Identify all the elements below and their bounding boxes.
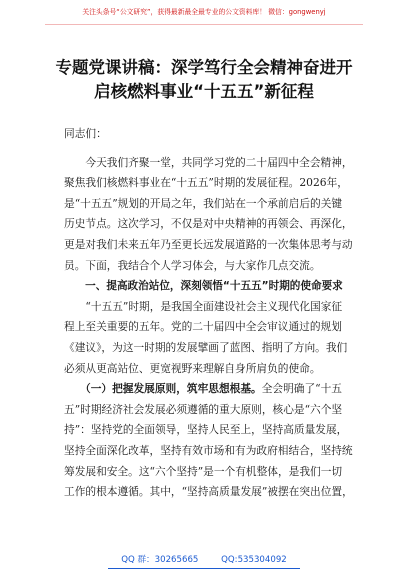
body-line: “十五五”时期，是我国全面建设社会主义现代化国家征 xyxy=(64,299,343,313)
salutation: 同志们： xyxy=(64,127,107,140)
body-line: 聚焦我们核燃料事业在“十五五”时期的发展征程。2026年， xyxy=(64,176,348,190)
footer-qq: QQ:535304092 xyxy=(221,555,287,565)
body-line: 历史节点。这次学习，不仅是对中央精神的再领会、再深化， xyxy=(64,217,353,231)
subsection-line xyxy=(64,379,344,400)
header-banner: 关注头条号“公文研究”，获得最新最全最专业的公文资料库！ 微信：gongwenyj xyxy=(82,8,326,16)
subsection-heading-1: （一）把握发展原则，筑牢思想根基。 xyxy=(64,382,262,396)
document-body xyxy=(64,124,353,503)
body-line: 必须从更高站位、更宽视野来理解自身所肩负的使命。 xyxy=(64,361,321,375)
header-divider xyxy=(45,24,363,25)
subsection-text: 全会明确了“十五 xyxy=(261,382,342,396)
body-line: 坚持全面深化改革，坚持有效市场和有为政府相结合，坚持统 xyxy=(64,443,353,457)
body-line: 今天我们齐聚一堂，共同学习党的二十届四中全会精神， xyxy=(64,155,353,169)
footer-qq-group: QQ 群：30265665 xyxy=(121,555,199,565)
section-heading-1: 一、提高政治站位，深刻领悟“十五五”时期的使命要求 xyxy=(64,280,343,293)
body-line: 程上至关重要的五年。党的二十届四中全会审议通过的规划 xyxy=(64,320,342,334)
title-line-1: 专题党课讲稿：深学笃行全会精神奋进开 xyxy=(55,58,353,77)
body-line: 筹发展和安全。这“六个坚持”是一个有机整体，是我们一切 xyxy=(64,464,343,478)
body-line: 是“十五五”规划的开局之年，我们站在一个承前启后的关键 xyxy=(64,196,343,210)
body-line: 工作的根本遵循。其中，“坚持高质量发展”被摆在突出位置， xyxy=(64,485,353,499)
footer-contacts xyxy=(0,553,408,565)
body-line: 持”：坚持党的全面领导，坚持人民至上，坚持高质量发展， xyxy=(64,423,348,437)
title-line-2: 启核燃料事业“十五五”新征程 xyxy=(94,82,314,101)
body-line: 员。下面，我结合个人学习体会，与大家作几点交流。 xyxy=(64,258,321,272)
document-title xyxy=(54,56,354,104)
body-line: 更是对我们未来五年乃至更长远发展道路的一次集体思考与动 xyxy=(64,237,353,251)
footer-divider xyxy=(108,568,300,569)
body-line: 五”时期经济社会发展必须遵循的重大原则，核心是“六个坚 xyxy=(64,402,343,416)
body-line: 《建议》，为这一时期的发展擘画了蓝图、指明了方向。我们 xyxy=(64,340,348,354)
